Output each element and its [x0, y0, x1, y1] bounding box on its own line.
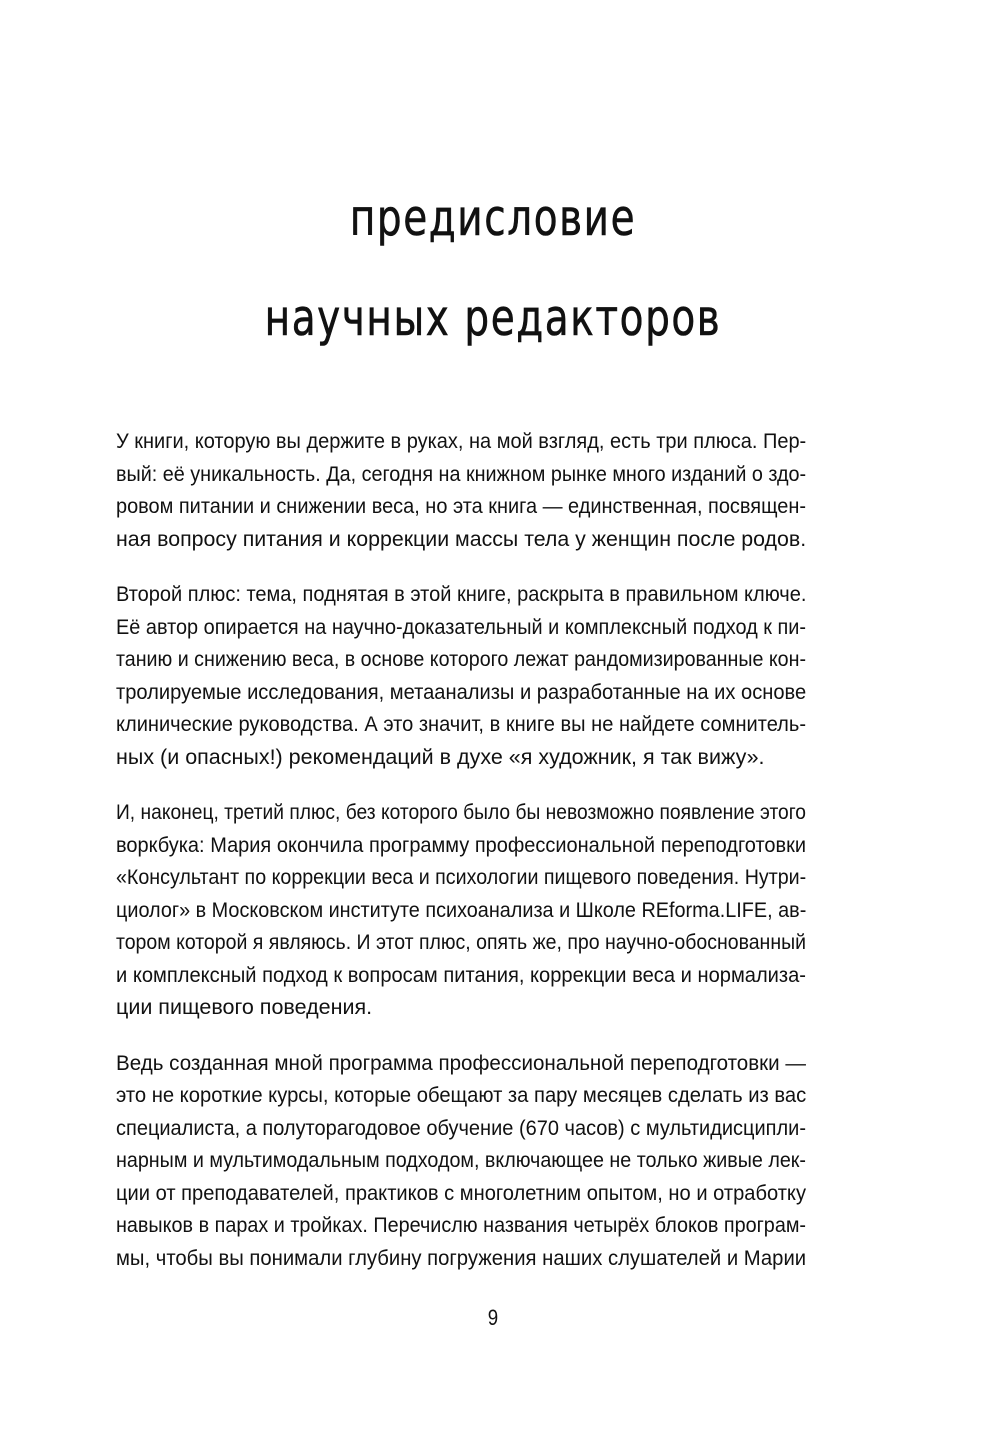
chapter-title	[108, 168, 877, 368]
text-line: ции пищевого поведения.	[116, 995, 373, 1019]
text-line: это не короткие курсы, которые обещают за пару месяцев сделать из вас	[116, 1083, 807, 1107]
text-line: Ведь созданная мной программа профессиональной переподготовки —	[116, 1050, 806, 1075]
body-text	[116, 425, 806, 1297]
text-line: тролируемые исследования, метаанализы и разработанные на их основе	[116, 679, 807, 704]
text-line: Её автор опирается на научно-доказательный и комплексный подход к пи-	[116, 614, 806, 639]
text-line: воркбука: Мария окончила программу профессиональной переподготовки	[116, 832, 806, 857]
page-number: 9	[487, 1305, 499, 1330]
text-line: ровом питании и снижении веса, но эта книга — единственная, посвящен-	[116, 494, 806, 518]
text-line: ных (и опасных!) рекомендаций в духе «я художник, я так вижу».	[116, 744, 765, 769]
text-line: мы, чтобы вы понимали глубину погружения наших слушателей и Марии	[116, 1245, 807, 1270]
text-line: клинические руководства. А это значит, в книге вы не найдете сомнитель-	[116, 712, 806, 736]
chapter-title-line-1: предисловие	[349, 189, 637, 247]
paragraph	[116, 425, 806, 555]
chapter-title-line-2: научных редакторов	[264, 289, 722, 347]
text-line: навыков в парах и тройках. Перечислю названия четырёх блоков програм-	[116, 1213, 806, 1237]
text-line: специалиста, а полуторагодовое обучение (670 часов) с мультидисципли-	[116, 1115, 806, 1140]
text-line: ная вопросу питания и коррекции массы тела у женщин после родов.	[116, 526, 807, 551]
text-line: тором которой я являюсь. И этот плюс, опять же, про научно-обоснованный	[116, 930, 806, 954]
text-line: вый: её уникальность. Да, сегодня на книжном рынке много изданий о здо-	[116, 461, 807, 486]
text-line: циолог» в Московском институте психоанализа и Школе REforma.LIFE, ав-	[116, 897, 807, 922]
paragraph	[116, 796, 806, 1024]
text-line: У книги, которую вы держите в руках, на мой взгляд, есть три плюса. Пер-	[116, 429, 807, 453]
text-line: И, наконец, третий плюс, без которого было бы невозможно появление этого	[116, 800, 806, 824]
text-line: нарным и мультимодальным подходом, включающее не только живые лек-	[116, 1148, 806, 1172]
text-line: и комплексный подход к вопросам питания, коррекции веса и нормализа-	[116, 962, 806, 987]
text-line: ции от преподавателей, практиков с многолетним опытом, но и отработку	[116, 1180, 806, 1205]
text-line: «Консультант по коррекции веса и психологии пищевого поведения. Нутри-	[116, 865, 807, 889]
paragraph	[116, 1047, 806, 1275]
text-line: танию и снижению веса, в основе которого лежат рандомизированные кон-	[116, 647, 806, 671]
text-line: Второй плюс: тема, поднятая в этой книге, раскрыта в правильном ключе.	[116, 582, 807, 606]
paragraph	[116, 578, 806, 773]
